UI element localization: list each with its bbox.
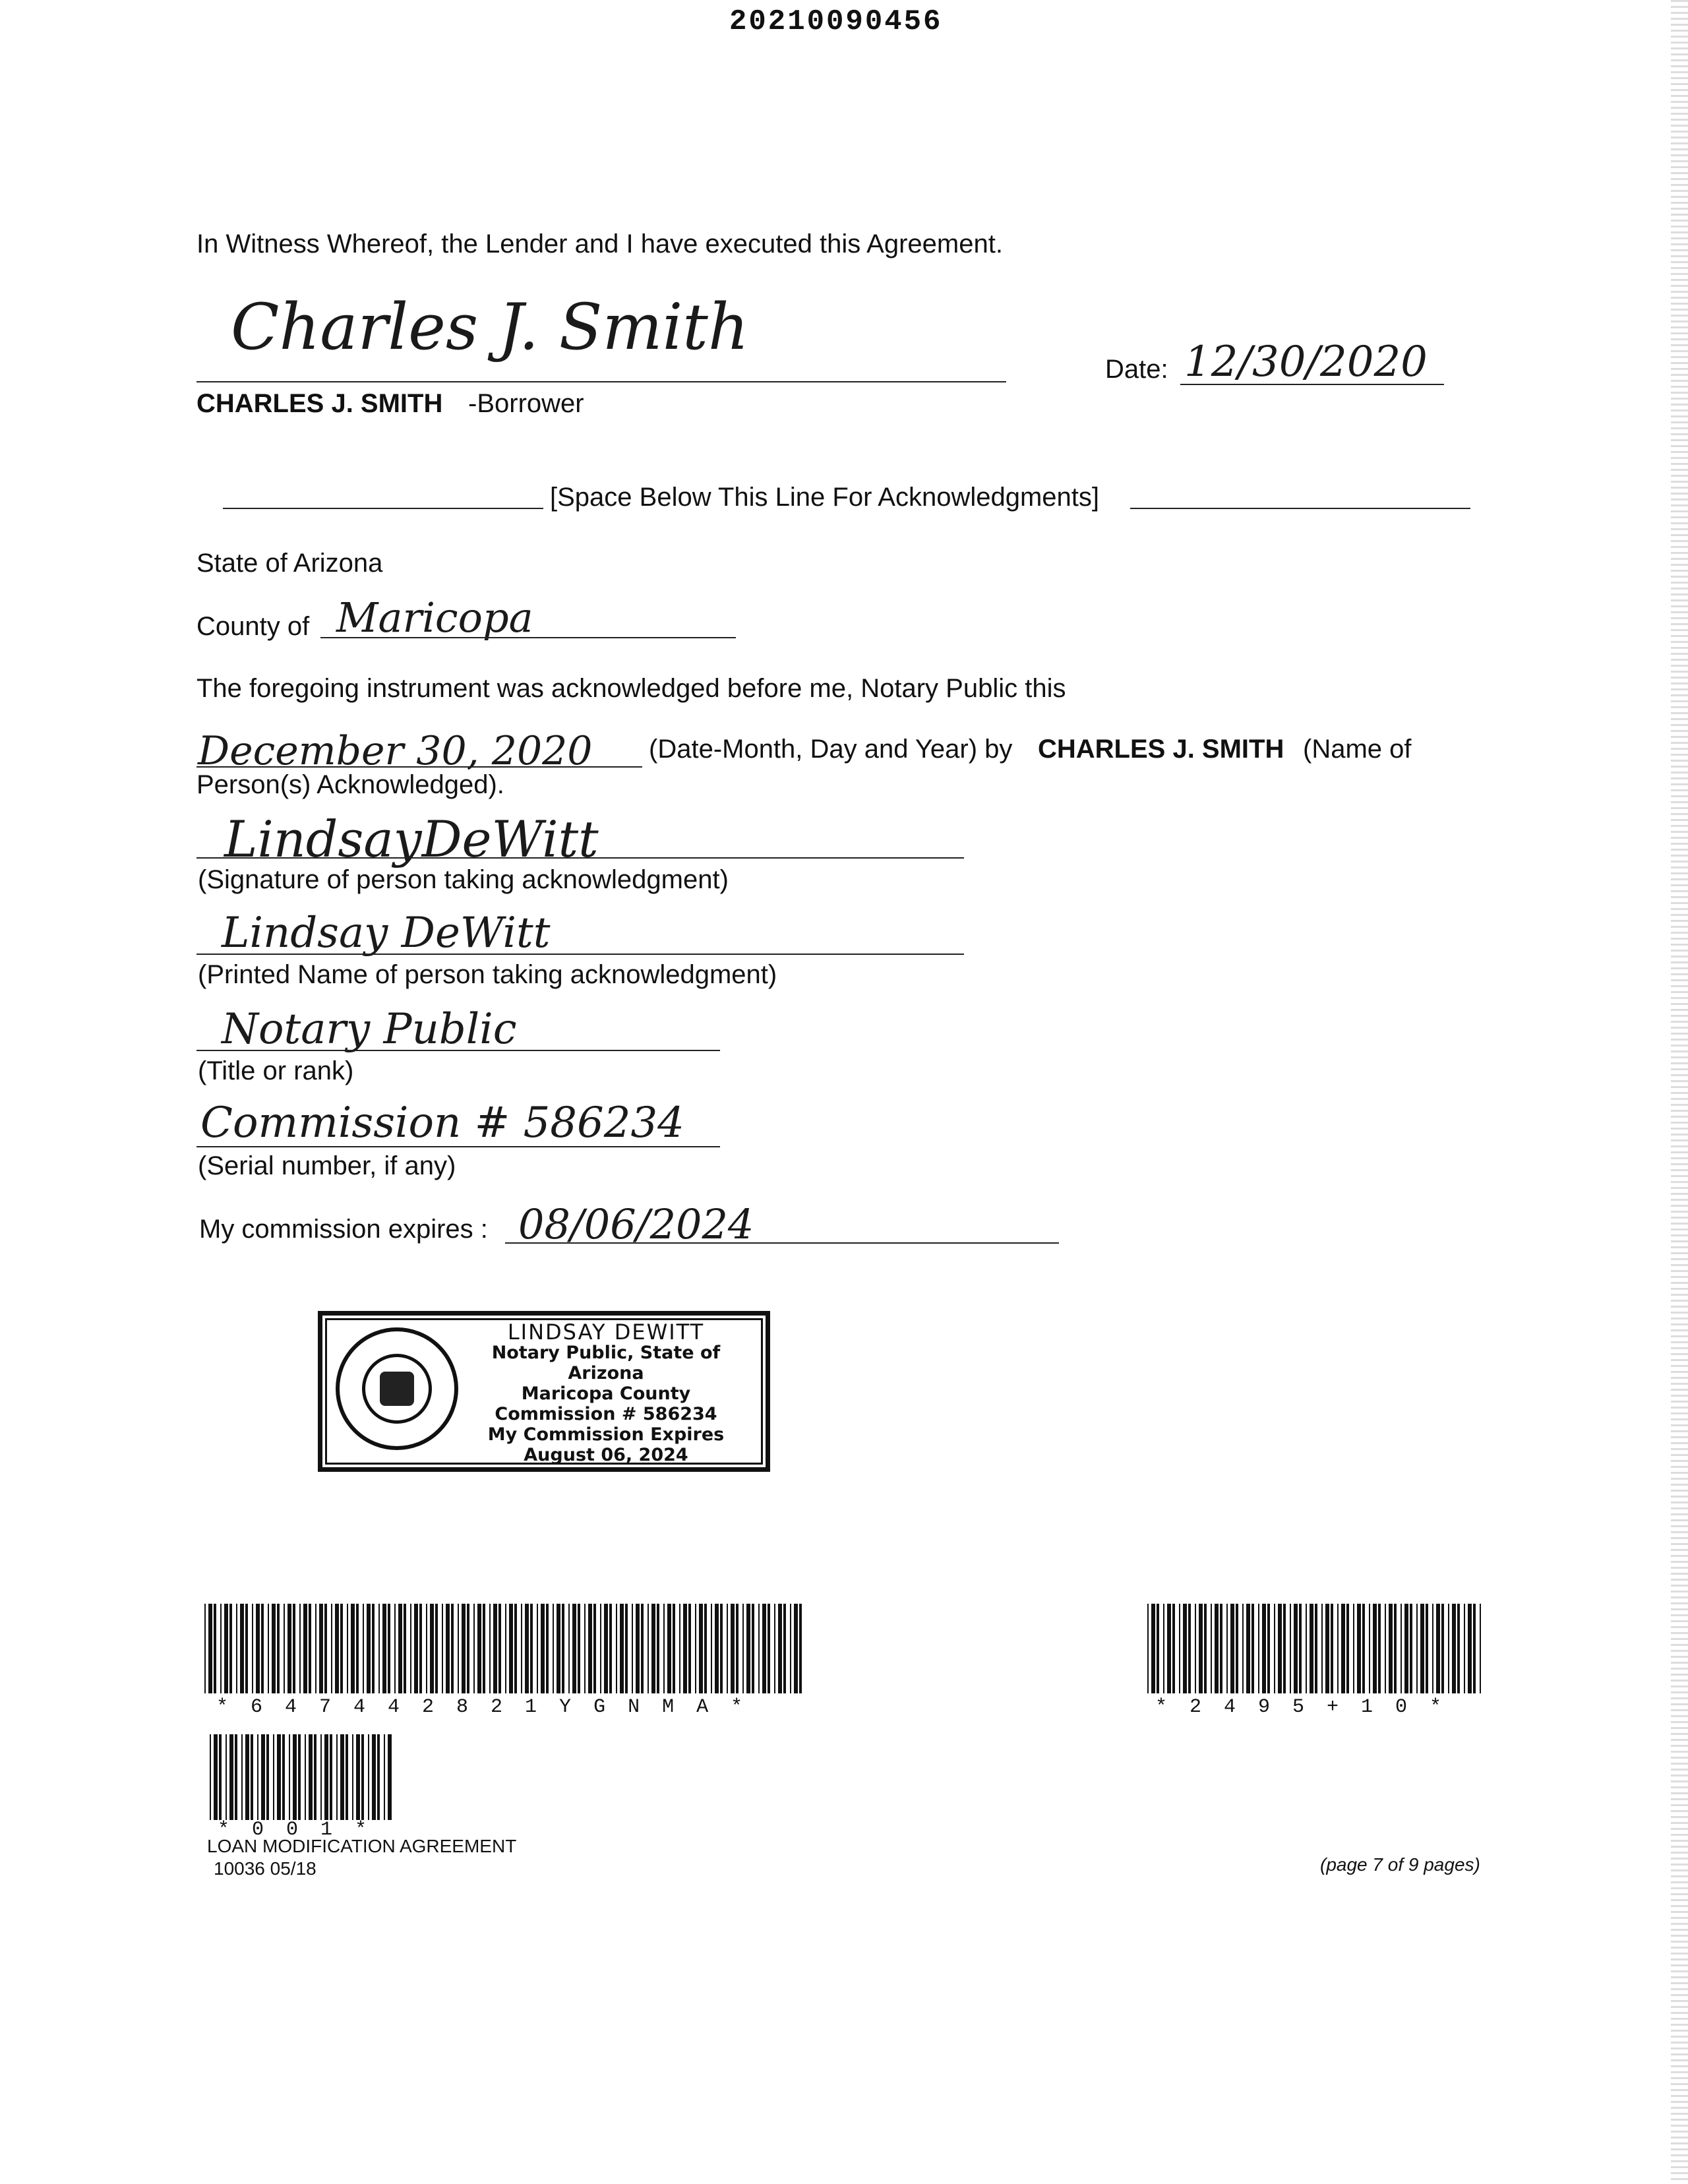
barcode-bar [1441, 1604, 1444, 1693]
barcode-bar [1357, 1604, 1361, 1693]
barcode-bar [352, 1734, 353, 1820]
barcode-bar [1167, 1604, 1171, 1693]
barcode-bar [356, 1734, 360, 1820]
barcode-bar [505, 1604, 506, 1693]
barcode-bar [493, 1604, 497, 1693]
barcode-bar [1246, 1604, 1250, 1693]
barcode-bar [394, 1604, 396, 1693]
barcode-bar [758, 1604, 760, 1693]
barcode-bar [1473, 1604, 1476, 1693]
barcode-bar [1362, 1604, 1365, 1693]
barcode-bar [1341, 1604, 1345, 1693]
barcode-bar [727, 1604, 728, 1693]
barcode-bar [289, 1734, 290, 1820]
barcode-bar [1199, 1604, 1203, 1693]
barcode-bar [477, 1604, 481, 1693]
barcode-bar [1420, 1604, 1424, 1693]
barcode-bar [320, 1734, 322, 1820]
barcode-bar [273, 1734, 274, 1820]
barcode-bar [331, 1604, 332, 1693]
barcode-bar [1220, 1604, 1222, 1693]
barcode-bar [1337, 1604, 1339, 1693]
barcode-bar [462, 1604, 466, 1693]
barcode-bar [1258, 1604, 1259, 1693]
barcode-bar [1294, 1604, 1298, 1693]
stamp-line-2: Notary Public, State of Arizona [491, 1343, 721, 1383]
borrower-signature-line [196, 381, 1006, 382]
barcode-bar [398, 1604, 402, 1693]
notary-stamp [318, 1311, 770, 1472]
barcode-bar [509, 1604, 513, 1693]
borrower-name: CHARLES J. SMITH [196, 389, 443, 418]
barcode-bar [1157, 1604, 1159, 1693]
barcode-bar [1188, 1604, 1191, 1693]
barcode-bar [419, 1604, 422, 1693]
barcode-bar [1436, 1604, 1440, 1693]
stamp-line-6: August 06, 2024 [524, 1445, 688, 1465]
notary-seal-icon [336, 1327, 458, 1450]
barcode-bar [704, 1604, 707, 1693]
barcode-bar [1283, 1604, 1286, 1693]
barcode-bar [593, 1604, 596, 1693]
barcode-right-label: * 2 4 9 5 + 1 0 * [1155, 1696, 1447, 1718]
barcode-bar [414, 1604, 418, 1693]
barcode-bar [1230, 1604, 1234, 1693]
barcode-bar [711, 1604, 712, 1693]
barcode-bar [1346, 1604, 1349, 1693]
barcode-bar [309, 1734, 313, 1820]
expires-handwritten: 08/06/2024 [518, 1200, 754, 1248]
notary-signature-line [196, 857, 964, 859]
barcode-bar [1147, 1604, 1149, 1693]
barcode-bar [1278, 1604, 1282, 1693]
barcode-bar [483, 1604, 485, 1693]
barcode-bar [372, 1604, 375, 1693]
barcode-bar [293, 1604, 295, 1693]
barcode-bar [293, 1734, 297, 1820]
barcode-bar [1373, 1604, 1377, 1693]
barcode-bar [1416, 1604, 1418, 1693]
barcode-bar [673, 1604, 675, 1693]
barcode-bar [683, 1604, 687, 1693]
stamp-line-4: Commission # 586234 [495, 1404, 717, 1424]
barcode-bar [435, 1604, 438, 1693]
barcode-bar [1464, 1604, 1465, 1693]
barcode-bar [287, 1604, 291, 1693]
barcode-bar [715, 1604, 719, 1693]
barcode-bar [1251, 1604, 1254, 1693]
barcode-bar [367, 1604, 371, 1693]
barcode-bar [309, 1604, 311, 1693]
barcode-bar [557, 1604, 560, 1693]
barcode-bar [1410, 1604, 1412, 1693]
barcode-bar [553, 1604, 554, 1693]
barcode-bar [1448, 1604, 1449, 1693]
barcode-bar [382, 1604, 386, 1693]
barcode-bar [240, 1604, 244, 1693]
barcode-bar [1426, 1604, 1428, 1693]
barcode-bar [1204, 1604, 1207, 1693]
barcode-bar [663, 1604, 665, 1693]
borrower-role: -Borrower [468, 389, 584, 418]
barcode-bar [208, 1604, 212, 1693]
barcode-bar [388, 1604, 390, 1693]
barcode-bar [1151, 1604, 1155, 1693]
expires-label: My commission expires : [199, 1215, 488, 1244]
barcode-bar [404, 1604, 406, 1693]
barcode-bar [251, 1734, 253, 1820]
name-of-caption: (Name of [1303, 735, 1412, 764]
county-handwritten: Maricopa [336, 593, 533, 642]
barcode-bar [372, 1734, 376, 1820]
barcode-bar [473, 1604, 475, 1693]
barcode-bar [340, 1734, 344, 1820]
barcode-bar [388, 1734, 392, 1820]
notary-signature-caption: (Signature of person taking acknowledgment) [198, 865, 729, 894]
barcode-bar [1401, 1604, 1402, 1693]
barcode-bar [340, 1604, 343, 1693]
barcode-main [204, 1604, 806, 1693]
barcode-bar [236, 1604, 237, 1693]
stamp-line-5: My Commission Expires [487, 1424, 725, 1445]
barcode-bar [245, 1734, 249, 1820]
barcode-bar [774, 1604, 775, 1693]
barcode-bar [1321, 1604, 1323, 1693]
barcode-bar [330, 1734, 332, 1820]
barcode-bar [314, 1734, 316, 1820]
barcode-bar [720, 1604, 723, 1693]
barcode-bar [336, 1734, 338, 1820]
barcode-bar [1325, 1604, 1329, 1693]
barcode-bar [625, 1604, 628, 1693]
barcode-bar [1369, 1604, 1370, 1693]
barcode-bar [498, 1604, 501, 1693]
barcode-bar [1195, 1604, 1196, 1693]
title-caption: (Title or rank) [198, 1056, 354, 1085]
barcode-bar [636, 1604, 640, 1693]
barcode-bar [1306, 1604, 1307, 1693]
barcode-bar [525, 1604, 529, 1693]
barcode-bar [1353, 1604, 1354, 1693]
barcode-bar [356, 1604, 359, 1693]
notary-signature-handwritten: LindsayDeWitt [224, 810, 599, 868]
barcode-bar [315, 1604, 316, 1693]
title-line [196, 1050, 720, 1051]
printed-name-handwritten: Lindsay DeWitt [222, 909, 551, 957]
barcode-bar [1274, 1604, 1275, 1693]
ack-date-caption: (Date-Month, Day and Year) by [649, 735, 1013, 764]
barcode-bar [1378, 1604, 1381, 1693]
barcode-bar [1310, 1604, 1313, 1693]
barcode-bar [229, 1734, 233, 1820]
barcode-bar [568, 1604, 570, 1693]
barcode-bar [657, 1604, 659, 1693]
barcode-bar [241, 1734, 243, 1820]
county-line [320, 637, 736, 638]
barcode-bar [430, 1604, 434, 1693]
barcode-bar [1389, 1604, 1393, 1693]
barcode-bar [257, 1734, 258, 1820]
stamp-line-3: Maricopa County [521, 1383, 691, 1404]
barcode-bar [298, 1734, 301, 1820]
barcode-bar [410, 1604, 411, 1693]
date-line [1180, 384, 1444, 385]
ack-divider-right [1130, 508, 1470, 509]
barcode-bar [521, 1604, 522, 1693]
persons-caption: Person(s) Acknowledged). [196, 770, 504, 799]
barcode-bar [442, 1604, 443, 1693]
ack-date-handwritten: December 30, 2020 [198, 728, 593, 774]
barcode-bar [305, 1734, 306, 1820]
barcode-bar [204, 1604, 206, 1693]
barcode-bar [467, 1604, 469, 1693]
barcode-bar [1211, 1604, 1212, 1693]
barcode-bar [1394, 1604, 1397, 1693]
barcode-bar [346, 1734, 348, 1820]
barcode-bar [1452, 1604, 1456, 1693]
barcode-bar [1262, 1604, 1266, 1693]
serial-line [196, 1146, 720, 1147]
barcode-bar [363, 1604, 364, 1693]
barcode-bar [303, 1604, 307, 1693]
barcode-bar [378, 1604, 380, 1693]
witness-statement: In Witness Whereof, the Lender and I have executed this Agreement. [196, 229, 1003, 258]
barcode-bar [224, 1604, 228, 1693]
barcode-bar [651, 1604, 655, 1693]
serial-handwritten: Commission # 586234 [200, 1099, 684, 1147]
barcode-bar [530, 1604, 533, 1693]
ack-divider-left [223, 508, 543, 509]
barcode-bar [266, 1734, 269, 1820]
barcode-bar [620, 1604, 624, 1693]
barcode-bar [1457, 1604, 1460, 1693]
barcode-small-label: * 0 0 1 * [218, 1819, 373, 1841]
barcode-bar [210, 1734, 211, 1820]
barcode-bar [790, 1604, 791, 1693]
ack-date-line [196, 766, 642, 768]
barcode-right [1147, 1604, 1485, 1693]
barcode-bar [746, 1604, 750, 1693]
barcode-bar [226, 1734, 227, 1820]
barcode-bar [604, 1604, 608, 1693]
barcode-bar [1183, 1604, 1187, 1693]
barcode-bar [1299, 1604, 1302, 1693]
title-handwritten: Notary Public [222, 1005, 517, 1054]
barcode-bar [272, 1604, 276, 1693]
barcode-bar [799, 1604, 802, 1693]
barcode-bar [256, 1604, 260, 1693]
barcode-bar [245, 1604, 248, 1693]
barcode-bar [762, 1604, 766, 1693]
barcode-bar [377, 1734, 380, 1820]
barcode-bar [1172, 1604, 1175, 1693]
barcode-bar [783, 1604, 786, 1693]
barcode-bar [282, 1734, 285, 1820]
barcode-bar [451, 1604, 454, 1693]
barcode-bar [214, 1604, 216, 1693]
barcode-bar [1267, 1604, 1270, 1693]
barcode-bar [324, 1734, 328, 1820]
borrower-signature: Charles J. Smith [231, 290, 749, 364]
barcode-bar [299, 1604, 301, 1693]
barcode-bar [572, 1604, 576, 1693]
state-text: State of Arizona [196, 549, 383, 578]
barcode-bar [351, 1604, 355, 1693]
barcode-bar [537, 1604, 538, 1693]
barcode-bar [584, 1604, 586, 1693]
barcode-bar [794, 1604, 798, 1693]
barcode-bar [1315, 1604, 1317, 1693]
barcode-bar [688, 1604, 691, 1693]
barcode-bar [541, 1604, 545, 1693]
barcode-bar [368, 1734, 369, 1820]
barcode-bar [335, 1604, 339, 1693]
barcode-bar [609, 1604, 612, 1693]
stamp-line-1: LINDSAY DEWITT [507, 1320, 705, 1345]
barcode-bar [616, 1604, 617, 1693]
barcode-bar [235, 1734, 237, 1820]
barcode-bar [641, 1604, 644, 1693]
barcode-bar [514, 1604, 517, 1693]
barcode-bar [489, 1604, 491, 1693]
recording-number: 20210090456 [729, 5, 943, 38]
barcode-bar [562, 1604, 564, 1693]
barcode-bar [546, 1604, 549, 1693]
barcode-bar [284, 1604, 285, 1693]
stamp-text [454, 1322, 758, 1465]
barcode-bar [1432, 1604, 1433, 1693]
barcode-bar [742, 1604, 744, 1693]
barcode-bar [1163, 1604, 1164, 1693]
scan-edge-artifact [1671, 0, 1688, 2184]
barcode-bar [600, 1604, 601, 1693]
barcode-bar [229, 1604, 232, 1693]
barcode-bar [1179, 1604, 1180, 1693]
barcode-bar [1215, 1604, 1219, 1693]
barcode-bar [1404, 1604, 1408, 1693]
barcode-bar [319, 1604, 323, 1693]
barcode-bar [768, 1604, 770, 1693]
barcode-bar [1226, 1604, 1228, 1693]
barcode-bar [1385, 1604, 1386, 1693]
barcode-bar [778, 1604, 782, 1693]
barcode-bar [731, 1604, 735, 1693]
barcode-bar [384, 1734, 385, 1820]
date-label: Date: [1105, 355, 1168, 384]
ack-person-name: CHARLES J. SMITH [1038, 735, 1284, 764]
barcode-small [210, 1734, 393, 1820]
barcode-bar [736, 1604, 738, 1693]
barcode-bar [1236, 1604, 1238, 1693]
barcode-bar [252, 1604, 253, 1693]
foregoing-text: The foregoing instrument was acknowledged before me, Notary Public this [196, 674, 1066, 703]
barcode-bar [277, 1604, 280, 1693]
barcode-bar [261, 1604, 264, 1693]
barcode-bar [324, 1604, 327, 1693]
barcode-bar [1480, 1604, 1481, 1693]
barcode-bar [1290, 1604, 1291, 1693]
barcode-bar [426, 1604, 427, 1693]
barcode-bar [261, 1734, 265, 1820]
county-label: County of [196, 612, 310, 641]
printed-name-line [196, 954, 964, 955]
barcode-bar [458, 1604, 459, 1693]
barcode-bar [648, 1604, 649, 1693]
barcode-bar [699, 1604, 703, 1693]
barcode-bar [667, 1604, 671, 1693]
barcode-bar [752, 1604, 754, 1693]
barcode-bar [695, 1604, 696, 1693]
barcode-bar [268, 1604, 269, 1693]
expires-line [505, 1242, 1059, 1244]
barcode-bar [1242, 1604, 1244, 1693]
printed-name-caption: (Printed Name of person taking acknowledgment) [198, 960, 777, 989]
barcode-bar [446, 1604, 450, 1693]
barcode-bar [219, 1734, 222, 1820]
barcode-bar [632, 1604, 633, 1693]
barcode-bar [277, 1734, 281, 1820]
form-title: LOAN MODIFICATION AGREEMENT [207, 1836, 517, 1856]
barcode-bar [679, 1604, 680, 1693]
barcode-bar [361, 1734, 364, 1820]
barcode-main-label: * 6 4 7 4 4 2 8 2 1 Y G N M A * [216, 1696, 748, 1718]
barcode-bar [578, 1604, 580, 1693]
ack-divider-text: [Space Below This Line For Acknowledgments] [550, 483, 1100, 512]
page-info: (page 7 of 9 pages) [1320, 1854, 1480, 1875]
barcode-bar [1468, 1604, 1472, 1693]
barcode-bar [214, 1734, 218, 1820]
date-value-handwritten: 12/30/2020 [1184, 338, 1428, 386]
barcode-bar [347, 1604, 348, 1693]
barcode-bar [220, 1604, 222, 1693]
barcode-bar [588, 1604, 592, 1693]
barcode-bar [1331, 1604, 1333, 1693]
serial-caption: (Serial number, if any) [198, 1151, 456, 1180]
form-code: 10036 05/18 [214, 1858, 316, 1879]
